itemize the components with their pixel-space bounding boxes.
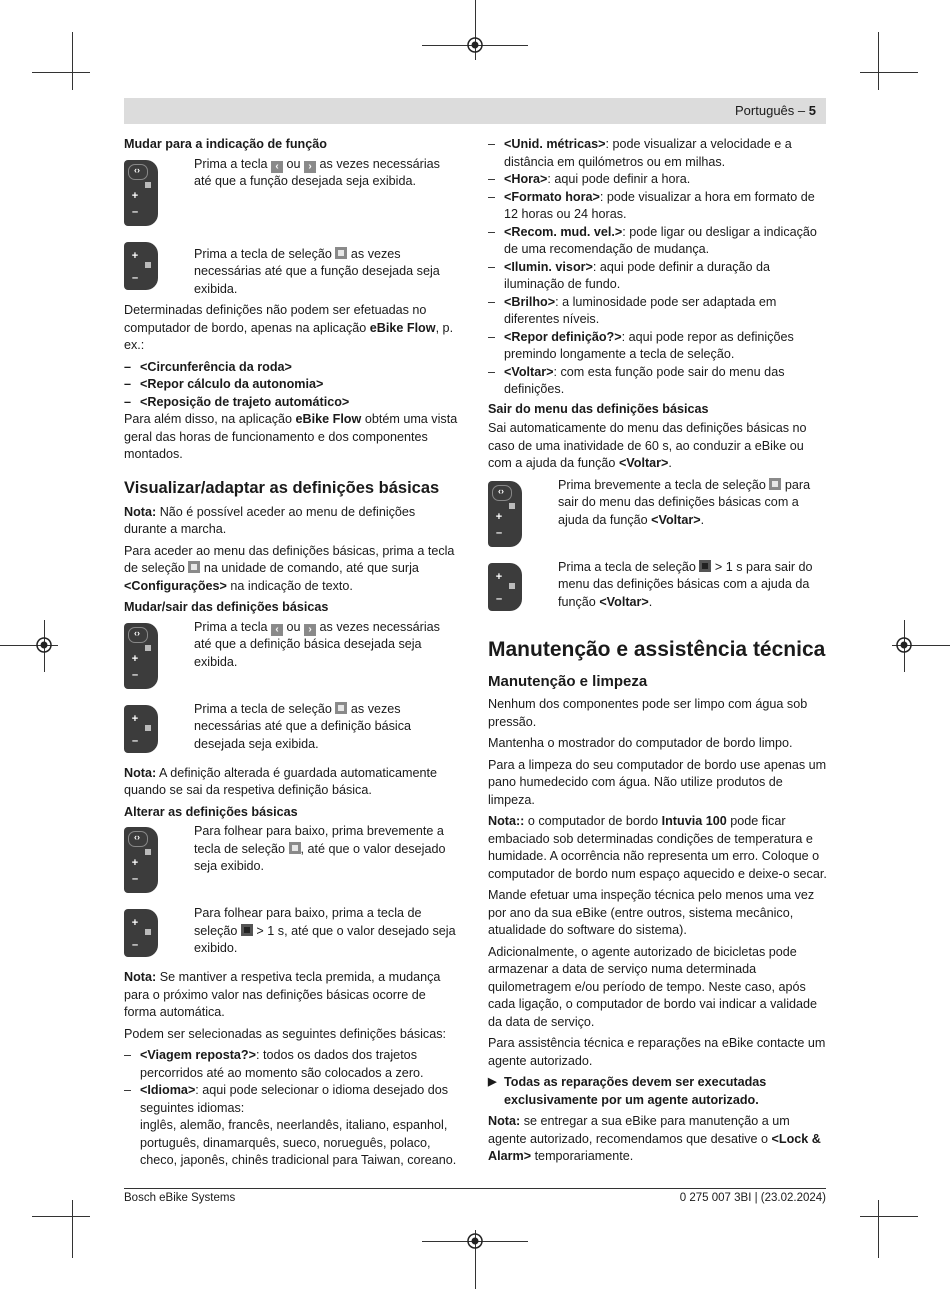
instruction-step [124,905,460,965]
select-key-icon [335,247,347,259]
instruction-step [488,559,828,619]
instruction-step [124,156,460,234]
crop-mark [32,1216,90,1217]
paragraph: Para além disso, na aplicação eBike Flow obtém uma vista geral das horas de funcionamento e dos componentes montados. [124,412,458,461]
right-column [488,136,828,1170]
list-item: – <Repor definição?>: aqui pode repor as definições premindo longamente a tecla de seleção. [488,329,794,361]
footer-company: Bosch eBike Systems [124,1192,236,1204]
header-text [735,103,816,118]
paragraph: Mantenha o mostrador do computador de bordo limpo. [488,736,793,750]
section-title: Mudar/sair das definições básicas [124,600,329,614]
page-number: 5 [808,103,816,118]
registration-mark-icon [895,636,913,654]
crop-mark [72,1200,73,1258]
section-heading: Visualizar/adaptar as definições básicas [124,478,440,497]
list-item: – <Circunferência da roda> [124,359,292,374]
list-item: – <Brilho>: a luminosidade pode ser adaptada em diferentes níveis. [488,294,777,326]
instruction-step [124,701,460,761]
paragraph: Sai automaticamente do menu das definições básicas no caso de uma inatividade de 60 s, ao conduzir a eBike ou com a ajuda da função <Voltar>. [488,421,807,470]
note: Nota: Não é possível aceder ao menu de definições durante a marcha. [124,504,416,536]
section-title: Mudar para a indicação de função [124,137,327,151]
section-title: Sair do menu das definições básicas [488,401,709,416]
paragraph: Podem ser selecionadas as seguintes definições básicas: [124,1026,447,1041]
select-key-held-icon [699,560,711,572]
crop-mark [878,1200,879,1258]
select-key-icon [188,561,200,573]
step-text: Prima brevemente a tecla de seleção para sair do menu das definições básicas com a ajuda da função <Voltar>. [558,477,811,527]
select-key-icon [769,478,781,490]
step-text: Prima a tecla ‹ ou › as vezes necessárias até que a função desejada seja exibida. [194,156,440,188]
header-separator: – [797,103,806,118]
instruction-step [124,238,460,299]
paragraph: Para aceder ao menu das definições básicas, prima a tecla de seleção na unidade de comando, até que surja <Configurações> na indicação de texto. [124,543,455,593]
step-text: Prima a tecla de seleção > 1 s para sair do menu das definições básicas com a ajuda da função <Voltar>. [558,559,813,609]
footer-rule [124,1188,826,1189]
crop-mark [860,1216,918,1217]
warning-item: ▶ Todas as reparações devem ser executadas exclusivamente por um agente autorizado. [488,1075,767,1107]
chapter-heading: Manutenção e assistência técnica [488,637,826,661]
list-item: – <Idioma>: aqui pode selecionar o idioma desejado dos seguintes idiomas: inglês, alemão, francês, neerlandês, italiano, espanhol, português, dinamarquês, sueco, norueguês, polaco, checo, japonês, chinês tradicional para Taiwan, coreano. [124,1083,457,1167]
header-language: Português [735,103,795,118]
section-title: Alterar as definições básicas [124,804,298,819]
arrow-right-key-icon: › [304,624,316,636]
select-key-icon [289,842,301,854]
crop-mark [32,72,90,73]
list-item: – <Repor cálculo da autonomia> [124,377,324,391]
left-column [124,136,460,1170]
select-key-icon [335,702,347,714]
crop-mark [860,72,918,73]
list-item: – <Reposição de trajeto automático> [124,394,350,409]
footer-document-number: 0 275 007 3BI | (23.02.2024) [679,1192,826,1204]
registration-mark-icon [466,36,484,54]
crop-mark [72,32,73,90]
list-item: – <Voltar>: com esta função pode sair do menu das definições. [488,364,785,396]
instruction-step [488,477,828,555]
step-text: Para folhear para baixo, prima brevemente a tecla de seleção , até que o valor desejado seja exibido. [194,824,446,873]
crop-mark [878,32,879,90]
step-text: Para folhear para baixo, prima a tecla de seleção > 1 s, até que o valor desejado seja exibido. [194,906,456,955]
paragraph: Determinadas definições não podem ser efetuadas no computador de bordo, apenas na aplicação eBike Flow, p. ex.: [124,303,454,352]
step-text: Prima a tecla de seleção as vezes necessárias até que a função desejada seja exibida. [194,246,440,296]
control-unit-compact-icon: + – [124,705,158,753]
paragraph: Para a limpeza do seu computador de bordo use apenas um pano humedecido com água. Não utilize produtos de limpeza. [488,757,827,807]
section-heading: Manutenção e limpeza [488,672,648,690]
language-list: inglês, alemão, francês, neerlandês, italiano, espanhol, português, dinamarquês, sueco, norueguês, polaco, checo, japonês, chinês tradicional para Taiwan, coreano. [140,1118,457,1167]
note: Nota: Se mantiver a respetiva tecla premida, a mudança para o próximo valor nas definições básicas ocorre de forma automática. [124,970,441,1019]
instruction-step [124,823,460,901]
list-item: – <Unid. métricas>: pode visualizar a velocidade e a distância em quilómetros ou em milhas. [488,137,792,169]
paragraph: Para assistência técnica e reparações na eBike contacte um agente autorizado. [488,1036,826,1068]
arrow-right-key-icon: › [304,161,316,173]
step-text: Prima a tecla de seleção as vezes necessárias até que a definição básica desejada seja exibida. [194,701,412,751]
control-unit-compact-icon: + – [124,909,158,957]
note: Nota:: o computador de bordo Intuvia 100 pode ficar embaciado sob determinadas condições de temperatura e humidade. A ocorrência não representa um erro. Coloque o computador de bordo num espaço aquecido e deixe-o secar. [488,814,827,881]
registration-mark-icon [35,636,53,654]
list-item: – <Hora>: aqui pode definir a hora. [488,172,691,186]
triangle-bullet-icon: ▶ [488,1076,497,1088]
list-item: – <Recom. mud. vel.>: pode ligar ou desligar a indicação de uma recomendação de mudança. [488,224,817,256]
note: Nota: A definição alterada é guardada automaticamente quando se sai da respetiva definição básica. [124,765,437,797]
control-unit-remote-icon: ‹› + – [124,160,158,226]
page-header [124,98,826,124]
note: Nota: se entregar a sua eBike para manutenção a um agente autorizado, recomendamos que desative o <Lock & Alarm> temporariamente. [488,1114,821,1163]
paragraph: Nenhum dos componentes pode ser limpo com água sob pressão. [488,697,808,729]
step-text: Prima a tecla ‹ ou › as vezes necessárias até que a definição básica desejada seja exibida. [194,619,440,669]
select-key-held-icon [241,924,253,936]
control-unit-remote-icon: ‹› + – [124,827,158,893]
registration-mark-icon [466,1232,484,1250]
control-unit-remote-icon: ‹› + – [124,623,158,689]
arrow-left-key-icon: ‹ [271,624,283,636]
control-unit-remote-icon: ‹› + – [488,481,522,547]
paragraph: Mande efetuar uma inspeção técnica pelo menos uma vez por ano da sua eBike (entre outros, sistema mecânico, atualidade do software do sistema). [488,888,815,937]
list-item: – <Viagem reposta?>: todos os dados dos trajetos percorridos até ao momento são colocados a zero. [124,1048,424,1080]
control-unit-compact-icon: + – [488,563,522,611]
arrow-left-key-icon: ‹ [271,161,283,173]
list-item: – <Formato hora>: pode visualizar a hora em formato de 12 horas ou 24 horas. [488,189,815,221]
list-item: – <Ilumin. visor>: aqui pode definir a duração da iluminação de fundo. [488,259,771,291]
control-unit-compact-icon: + – [124,242,158,290]
paragraph: Adicionalmente, o agente autorizado de bicicletas pode armazenar a data de serviço numa determinada quilometragem e/ou período de tempo. Neste caso, após cada ligação, o computador de bordo vai indicar a validade da data de serviço. [488,944,818,1029]
instruction-step [124,619,460,697]
